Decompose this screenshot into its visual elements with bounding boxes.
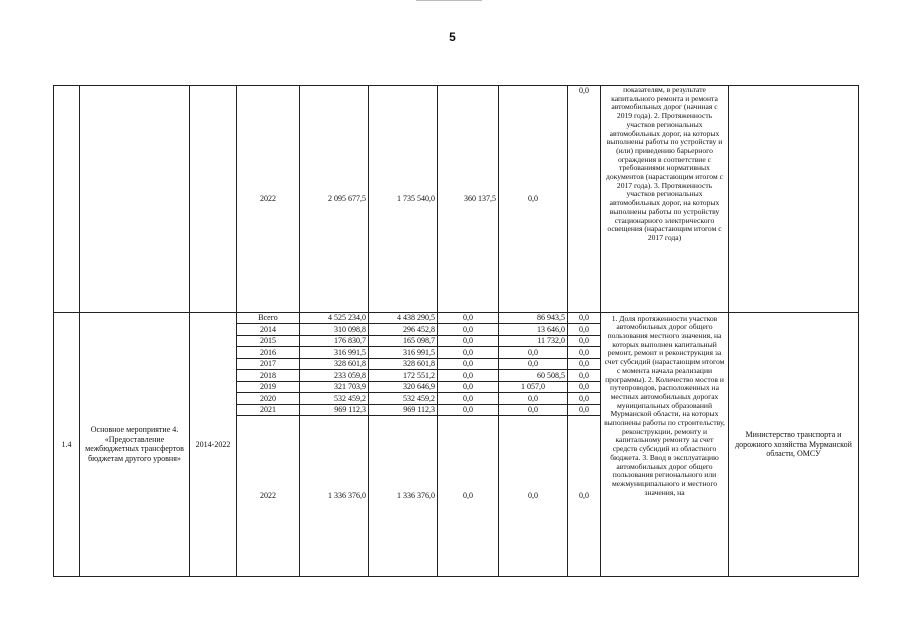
prev-period-cell bbox=[190, 86, 237, 313]
federal-cell: 0,0 bbox=[438, 335, 499, 347]
regional-cell: 296 452,8 bbox=[369, 324, 438, 336]
federal-cell: 0,0 bbox=[438, 381, 499, 393]
prev-indicators-cell: показателям, в результате капитального ремонта и ремонта автомобильных дорог (начиная с 2019 года). 2. Протяженность участков региональных автомобильных дорог, на которых выполнены работы по устройству и (или) приведению барьерного ограждения в соответствие с требованиями нормативных документов (нарастающим итогом с 2017 года). 3. Протяженность участков региональных автомобильных дорог, на которых выполнены работы по устройству стационарного электрического освещения (нарастающим итогом с 2017 года) bbox=[601, 86, 729, 313]
item-indicators-cell: 1. Доля протяженности участков автомобильных дорог общего пользования местного значения, на которых выполнен капитальный ремонт, ремонт и реконструкция за счет субсидий (нарастающим итогом с момента начала реализации программы). 2. Количество мостов и путепроводов, расположенных на местных автомобильных дорогах муниципальных образований Мурманской области, на которых выполнены работы по строительству, реконструкции, ремонту и капитальному ремонту за счет средств субсидий из областного бюджета. 3. Ввод в эксплуатацию автомобильных дорог общего пользования регионального или межмуниципального и местного значения, на bbox=[601, 312, 729, 576]
federal-cell: 0,0 bbox=[438, 324, 499, 336]
year-cell: 2014 bbox=[237, 324, 300, 336]
page-number: 5 bbox=[449, 30, 456, 44]
table-row-total bbox=[54, 312, 859, 324]
year-cell: 2021 bbox=[237, 404, 300, 416]
local-cell: 0,0 bbox=[499, 358, 568, 370]
total-cell: 532 459,2 bbox=[300, 393, 369, 405]
total-cell: 233 059,8 bbox=[300, 370, 369, 382]
prev-total-cell: 2 095 677,5 bbox=[300, 86, 369, 313]
year-cell: 2019 bbox=[237, 381, 300, 393]
local-cell: 0,0 bbox=[499, 404, 568, 416]
other-cell: 0,0 bbox=[568, 347, 601, 359]
prev-number-cell bbox=[54, 86, 80, 313]
total-cell: 310 098,8 bbox=[300, 324, 369, 336]
total-cell: 969 112,3 bbox=[300, 404, 369, 416]
federal-cell: 0,0 bbox=[438, 312, 499, 324]
prev-regional-cell: 1 735 540,0 bbox=[369, 86, 438, 313]
federal-cell: 0,0 bbox=[438, 370, 499, 382]
regional-cell: 165 098,7 bbox=[369, 335, 438, 347]
regional-cell: 969 112,3 bbox=[369, 404, 438, 416]
regional-cell: 316 991,5 bbox=[369, 347, 438, 359]
federal-cell: 0,0 bbox=[438, 347, 499, 359]
local-cell: 0,0 bbox=[499, 347, 568, 359]
federal-cell: 0,0 bbox=[438, 404, 499, 416]
federal-cell: 0,0 bbox=[438, 358, 499, 370]
regional-cell: 1 336 376,0 bbox=[369, 416, 438, 577]
local-cell: 86 943,5 bbox=[499, 312, 568, 324]
item-period-cell: 2014-2022 bbox=[190, 312, 237, 576]
local-cell: 13 646,0 bbox=[499, 324, 568, 336]
year-cell: 2020 bbox=[237, 393, 300, 405]
year-cell: 2022 bbox=[237, 416, 300, 577]
regional-cell: 532 459,2 bbox=[369, 393, 438, 405]
regional-cell: 4 438 290,5 bbox=[369, 312, 438, 324]
top-edge-mark bbox=[416, 0, 482, 1]
prev-other-cell: 0,0 bbox=[568, 86, 601, 313]
item-number-cell: 1.4 bbox=[54, 312, 80, 576]
year-cell: 2018 bbox=[237, 370, 300, 382]
total-cell: 328 601,8 bbox=[300, 358, 369, 370]
year-cell: 2015 bbox=[237, 335, 300, 347]
total-cell: 321 703,9 bbox=[300, 381, 369, 393]
other-cell: 0,0 bbox=[568, 404, 601, 416]
federal-cell: 0,0 bbox=[438, 393, 499, 405]
year-cell: Всего bbox=[237, 312, 300, 324]
local-cell: 0,0 bbox=[499, 416, 568, 577]
prev-federal-cell: 360 137,5 bbox=[438, 86, 499, 313]
other-cell: 0,0 bbox=[568, 381, 601, 393]
other-cell: 0,0 bbox=[568, 312, 601, 324]
local-cell: 11 732,0 bbox=[499, 335, 568, 347]
prev-executor-cell bbox=[729, 86, 859, 313]
prev-year-cell: 2022 bbox=[237, 86, 300, 313]
other-cell: 0,0 bbox=[568, 358, 601, 370]
table-row-prev-2022 bbox=[54, 86, 859, 313]
other-cell: 0,0 bbox=[568, 335, 601, 347]
total-cell: 176 830,7 bbox=[300, 335, 369, 347]
program-table bbox=[53, 85, 859, 577]
total-cell: 4 525 234,0 bbox=[300, 312, 369, 324]
prev-local-cell: 0,0 bbox=[499, 86, 568, 313]
other-cell: 0,0 bbox=[568, 324, 601, 336]
year-cell: 2017 bbox=[237, 358, 300, 370]
total-cell: 316 991,5 bbox=[300, 347, 369, 359]
item-name-cell: Основное мероприятие 4. «Предоставление межбюджетных трансфертов бюджетам другого уровня» bbox=[80, 312, 190, 576]
other-cell: 0,0 bbox=[568, 416, 601, 577]
regional-cell: 320 646,9 bbox=[369, 381, 438, 393]
local-cell: 1 057,0 bbox=[499, 381, 568, 393]
local-cell: 0,0 bbox=[499, 393, 568, 405]
prev-name-cell bbox=[80, 86, 190, 313]
regional-cell: 328 601,8 bbox=[369, 358, 438, 370]
total-cell: 1 336 376,0 bbox=[300, 416, 369, 577]
regional-cell: 172 551,2 bbox=[369, 370, 438, 382]
local-cell: 60 508,5 bbox=[499, 370, 568, 382]
year-cell: 2016 bbox=[237, 347, 300, 359]
federal-cell: 0,0 bbox=[438, 416, 499, 577]
other-cell: 0,0 bbox=[568, 370, 601, 382]
other-cell: 0,0 bbox=[568, 393, 601, 405]
item-executor-cell: Министерство транспорта и дорожного хозяйства Мурманской области, ОМСУ bbox=[729, 312, 859, 576]
